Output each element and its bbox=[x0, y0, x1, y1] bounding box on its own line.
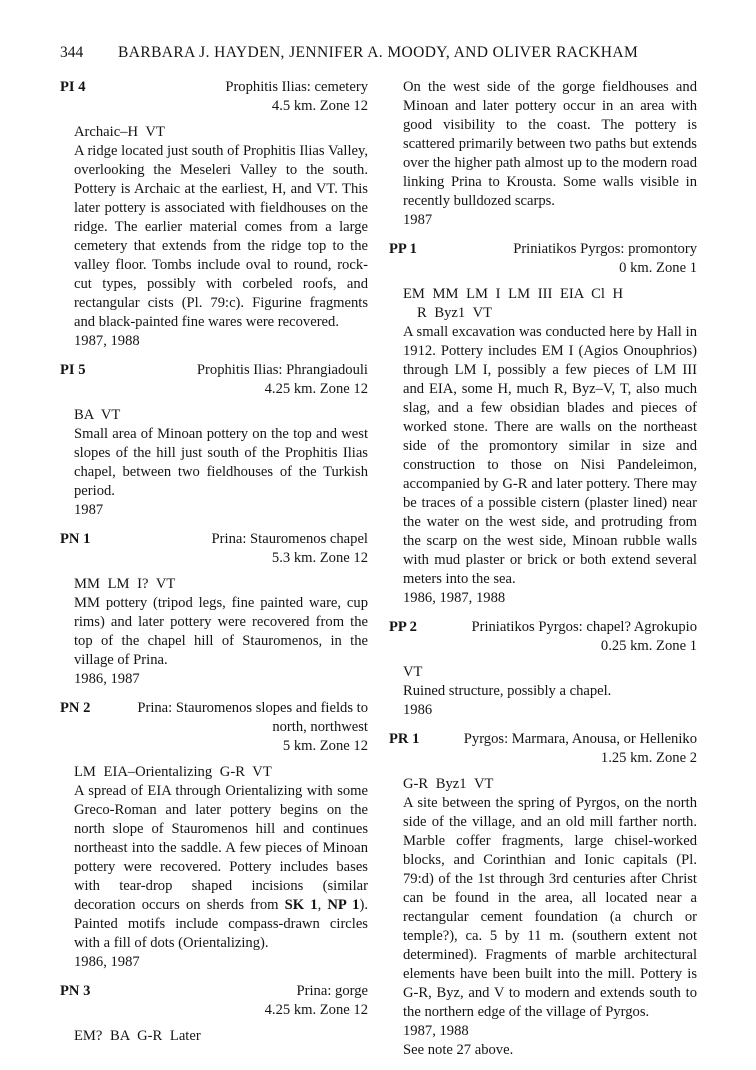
site-place: Priniatikos Pyrgos: chapel? Agrokupio bbox=[471, 619, 697, 635]
reference-separator: , bbox=[317, 897, 328, 913]
site-entry-pi5 bbox=[60, 361, 368, 520]
site-code: PP 1 bbox=[389, 241, 417, 257]
site-entry-pp1 bbox=[389, 240, 697, 608]
site-code: PN 1 bbox=[60, 531, 91, 547]
site-entry-pi4 bbox=[60, 78, 368, 351]
site-description bbox=[74, 782, 368, 953]
site-place: Prophitis Ilias: cemetery bbox=[225, 79, 368, 95]
periods-line: EM MM LM I LM III EIA Cl H bbox=[403, 286, 624, 302]
site-entry-pn1 bbox=[60, 530, 368, 689]
site-periods: VT bbox=[403, 664, 423, 680]
entry-heading bbox=[389, 240, 697, 278]
site-description: On the west side of the gorge fieldhouses and Minoan and later pottery occur in an area with good visibility to the coast. The pottery is scattered primarily between two paths but extends over the higher path almost up to the modern road linking Prina to Krousta. Some walls visible in recently bulldozed scarps. bbox=[403, 79, 697, 209]
right-column bbox=[389, 78, 697, 1070]
author-line: BARBARA J. HAYDEN, JENNIFER A. MOODY, AND OLIVER RACKHAM bbox=[118, 44, 639, 61]
description-text: A spread of EIA through Orientalizing with some Greco-Roman and later pottery begins on the north slope of Stauromenos hill and continues northeast into the saddle. A few pieces of Minoan pottery were recovered. Pottery includes bases with tear-drop shaped incisions (similar decoration occurs on sherds from bbox=[74, 783, 368, 913]
entry-heading bbox=[60, 530, 368, 568]
site-periods: LM EIA–Orientalizing G-R VT bbox=[74, 764, 272, 780]
site-entry-pn3 bbox=[60, 982, 368, 1046]
site-location: 5.3 km. Zone 12 bbox=[271, 550, 368, 566]
site-periods: G-R Byz1 VT bbox=[403, 776, 494, 792]
site-years: 1987, 1988 bbox=[403, 1023, 469, 1039]
site-description: Small area of Minoan pottery on the top and west slopes of the hill just south of the Prophitis Ilias chapel, between two fieldhouses of the Turkish period. bbox=[74, 426, 368, 499]
site-years: 1986, 1987 bbox=[74, 671, 140, 687]
site-entry-pp2 bbox=[389, 618, 697, 720]
site-place: Pyrgos: Marmara, Anousa, or Helleniko bbox=[463, 731, 697, 747]
site-place: Prina: gorge bbox=[296, 983, 368, 999]
site-entry-pn2 bbox=[60, 699, 368, 972]
site-periods: BA VT bbox=[74, 407, 121, 423]
site-description: MM pottery (tripod legs, fine painted ware, cup rims) and later pottery were recovered from the top of the chapel hill of Stauromenos, in the village of Prina. bbox=[74, 595, 368, 668]
entry-heading bbox=[60, 982, 368, 1020]
site-place: Prina: Stauromenos chapel bbox=[211, 531, 368, 547]
cross-reference: SK 1 bbox=[284, 897, 318, 913]
site-years: 1986 bbox=[403, 702, 433, 718]
site-description: A ridge located just south of Prophitis Ilias Valley, overlooking the Meseleri Valley to the south. Pottery is Archaic at the earliest, H, and VT. This later pottery is associated with fieldhouses on the ridge. The earlier material comes from a large cemetery that extends from the ridge top to the valley floor. Tombs include oval to round, rock-cut types, possibly with corbeled roofs, and rectangular cists (Pl. 79:c). Figurine fragments and black-painted fine wares were recovered. bbox=[74, 143, 368, 330]
periods-line: R Byz1 VT bbox=[417, 305, 493, 321]
site-location: 0 km. Zone 1 bbox=[619, 260, 697, 276]
entry-heading bbox=[389, 618, 697, 656]
site-periods bbox=[403, 285, 697, 323]
site-location: 4.25 km. Zone 12 bbox=[264, 381, 368, 397]
site-location: 4.5 km. Zone 12 bbox=[271, 98, 368, 114]
left-column bbox=[60, 78, 368, 1056]
site-years: 1987, 1988 bbox=[74, 333, 140, 349]
site-periods: MM LM I? VT bbox=[74, 576, 176, 592]
site-code: PN 3 bbox=[60, 983, 91, 999]
entry-heading bbox=[60, 699, 368, 756]
running-header bbox=[60, 44, 710, 62]
description-text: ). Painted motifs include compass-drawn circles with a fill of dots (Orientalizing). bbox=[74, 897, 368, 951]
cross-reference: NP 1 bbox=[327, 897, 360, 913]
entry-heading bbox=[389, 730, 697, 768]
site-code: PN 2 bbox=[60, 700, 91, 716]
site-years: 1986, 1987 bbox=[74, 954, 140, 970]
page-number: 344 bbox=[60, 44, 84, 61]
entry-heading bbox=[60, 361, 368, 399]
site-code: PI 4 bbox=[60, 79, 86, 95]
site-periods: EM? BA G-R Later bbox=[74, 1028, 201, 1044]
site-description: A site between the spring of Pyrgos, on the north side of the village, and an old mill farther north. Marble coffer fragments, large chisel-worked blocks, and Corinthian and Ionic capitals (Pl. 79:d) of the 1st through 3rd centuries after Christ can be found in the area, all located near a rectangular cement foundation (a church or temple?), ca. 5 by 11 m. (southern extent not determined). Fragments of marble architectural elements have been built into the mill. Pottery is G-R, Byz, and V to modern and extends south to the northern edge of the village of Pyrgos. bbox=[403, 795, 697, 1020]
site-place: Priniatikos Pyrgos: promontory bbox=[513, 241, 697, 257]
site-location: 4.25 km. Zone 12 bbox=[264, 1002, 368, 1018]
site-location: 0.25 km. Zone 1 bbox=[600, 638, 697, 654]
site-entry-pr1 bbox=[389, 730, 697, 1060]
site-code: PR 1 bbox=[389, 731, 420, 747]
site-periods: Archaic–H VT bbox=[74, 124, 165, 140]
site-location: 1.25 km. Zone 2 bbox=[600, 750, 697, 766]
site-years: 1986, 1987, 1988 bbox=[403, 590, 506, 606]
site-place: Prophitis Ilias: Phrangiadouli bbox=[196, 362, 368, 378]
site-description: A small excavation was conducted here by Hall in 1912. Pottery includes EM I (Agios Onouphrios) through LM I, possibly a few pieces of LM III and EIA, some H, much R, Byz–V, T, also much slag, and a few obsidian blades and pieces of worked stone. There are walls on the northeast side of the promontory similar in size and construction to those on Nisi Pandeleimon, accompanied by G-R and later pottery. There may be traces of a possible cistern (plaster lined) near the water on the west side, and protruding from the scarp on the west side, Minoan rubble walls with mud plaster or brick or both extend several meters into the sea. bbox=[403, 324, 697, 587]
continuation-pn3 bbox=[389, 78, 697, 230]
site-note: See note 27 above. bbox=[403, 1042, 514, 1058]
entry-heading bbox=[60, 78, 368, 116]
site-description: Ruined structure, possibly a chapel. bbox=[403, 683, 612, 699]
site-years: 1987 bbox=[403, 212, 433, 228]
site-years: 1987 bbox=[74, 502, 104, 518]
site-code: PP 2 bbox=[389, 619, 417, 635]
site-place: Prina: Stauromenos slopes and fields to north, northwest bbox=[137, 700, 368, 735]
site-code: PI 5 bbox=[60, 362, 86, 378]
site-location: 5 km. Zone 12 bbox=[282, 738, 368, 754]
